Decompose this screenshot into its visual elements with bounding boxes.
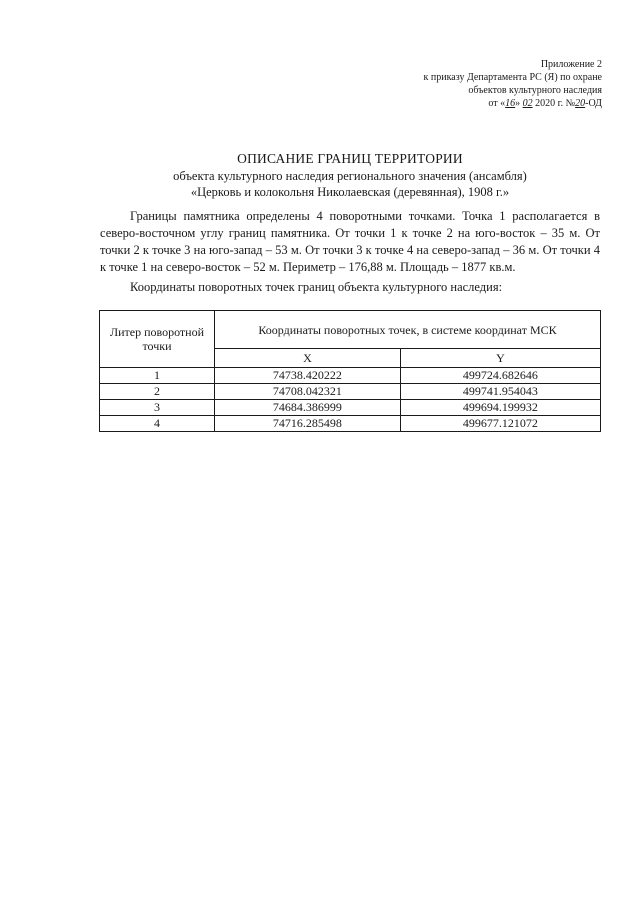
boundary-description: Границы памятника определены 4 поворотными точками. Точка 1 располагается в северо-восточном углу границ памятника. От точки 1 к точке 2 на юго-восток – 35 м. От точки 2 к точке 3 на юго-запад – 53 м. От точки 3 к точке 4 на северо-запад – 36 м. От точки 4 к точке 1 на северо-восток – 52 м. Периметр – 176,88 м. Площадь – 1877 кв.м. (100, 209, 600, 274)
header-y: Y (400, 349, 600, 368)
annex-date-line (424, 97, 602, 110)
row-y: 499724.682646 (400, 368, 600, 384)
title-object-type: объекта культурного наследия регионального значения (ансамбля) (173, 169, 527, 183)
table-row (100, 368, 601, 384)
date-day: 16 (505, 98, 516, 109)
order-number: 20 (575, 98, 586, 109)
date-month: 02 (522, 98, 533, 109)
row-y: 499741.954043 (400, 384, 600, 400)
row-y: 499694.199932 (400, 400, 600, 416)
header-coordinates: Координаты поворотных точек, в системе координат МСК (215, 311, 601, 349)
row-y: 499677.121072 (400, 416, 600, 432)
date-year: 2020 г. № (535, 98, 576, 109)
annex-order-line: к приказу Департамента РС (Я) по охране (423, 72, 602, 83)
annex-title: Приложение 2 (540, 59, 602, 70)
table-row (100, 416, 601, 432)
date-prefix: от « (488, 98, 506, 109)
row-point: 2 (100, 384, 215, 400)
row-x: 74708.042321 (215, 384, 401, 400)
row-point: 3 (100, 400, 215, 416)
document-title (100, 150, 600, 200)
row-point: 4 (100, 416, 215, 432)
table-header-row (100, 311, 601, 349)
row-x: 74716.285498 (215, 416, 401, 432)
annex-order-line-2: объектов культурного наследия (468, 85, 602, 96)
annex-header (424, 58, 602, 110)
table-row (100, 384, 601, 400)
header-x: X (215, 349, 401, 368)
header-point-liter: Литер поворотной точки (100, 311, 215, 368)
row-x: 74684.386999 (215, 400, 401, 416)
title-object-name: «Церковь и колокольня Николаевская (деревянная), 1908 г.» (190, 185, 510, 199)
coordinates-table (99, 310, 601, 432)
coordinates-intro: Координаты поворотных точек границ объекта культурного наследия: (130, 280, 503, 294)
row-point: 1 (100, 368, 215, 384)
date-quote: » (515, 98, 521, 109)
table-row (100, 400, 601, 416)
title-heading: ОПИСАНИЕ ГРАНИЦ ТЕРРИТОРИИ (237, 151, 463, 166)
row-x: 74738.420222 (215, 368, 401, 384)
order-suffix: -ОД (585, 98, 602, 109)
